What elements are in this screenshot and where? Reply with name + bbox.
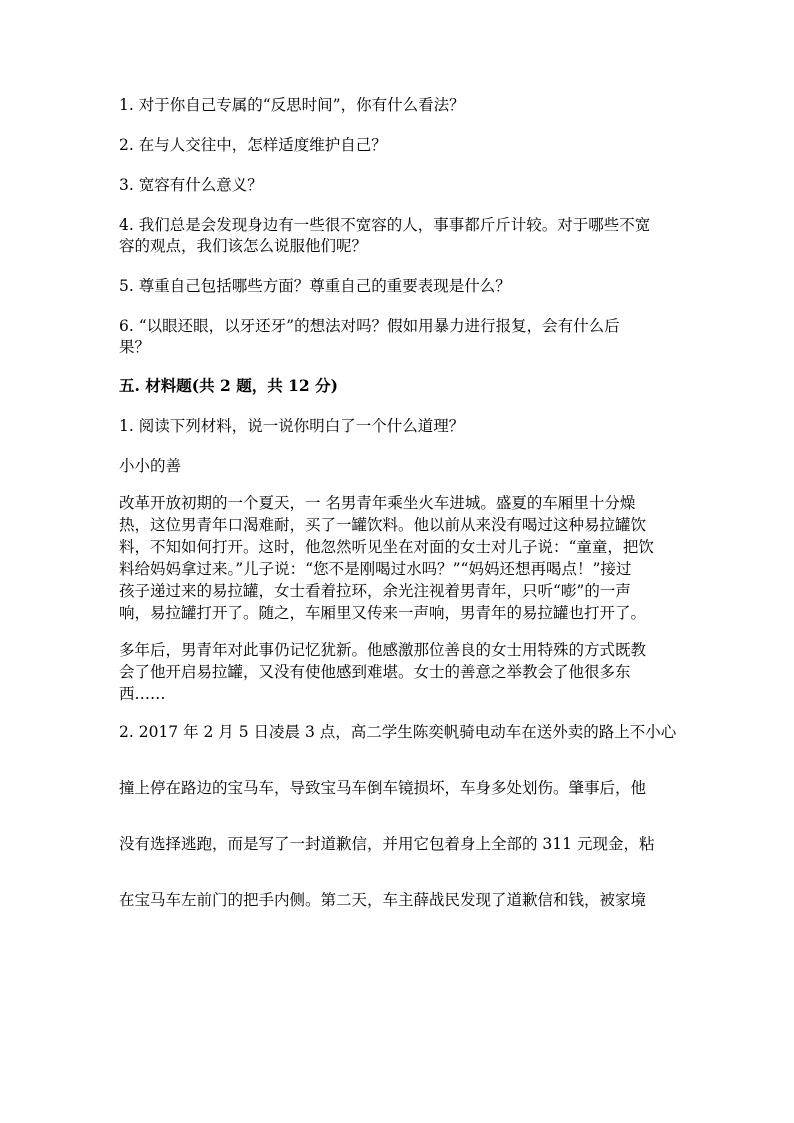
question-3: 3. 宽容有什么意义？ xyxy=(119,176,263,194)
section-heading: 五. 材料题(共 2 题，共 12 分) xyxy=(119,376,338,395)
question-6-line-2: 果？ xyxy=(119,338,151,356)
story-paragraph-2-line: 会了他开启易拉罐，又没有使他感到难堪。女士的善意之举教会了他很多东 xyxy=(119,663,631,681)
question-1: 1. 对于你自己专属的“反思时间”，你有什么看法？ xyxy=(119,96,465,114)
material-2-line: 2. 2017 年 2 月 5 日凌晨 3 点，高二学生陈奕帆骑电动车在送外卖的路上不小心 xyxy=(119,723,677,741)
story-title: 小小的善 xyxy=(119,457,182,475)
material-2-line: 撞上停在路边的宝马车，导致宝马车倒车镜损坏，车身多处划伤。肇事后，他 xyxy=(119,779,647,797)
question-2: 2. 在与人交往中，怎样适度维护自己？ xyxy=(119,136,387,154)
question-4-line-1: 4. 我们总是会发现身边有一些很不宽容的人，事事都斤斤计较。对于哪些不宽 xyxy=(119,216,651,234)
story-paragraph-1-line: 料给妈妈拿过来。”儿子说：“您不是刚喝过水吗？”“妈妈还想再喝点！”接过 xyxy=(119,560,632,578)
story-paragraph-2-line: 西…… xyxy=(119,685,166,703)
material-2-line: 没有选择逃跑，而是写了一封道歉信，并用它包着身上全部的 311 元现金，粘 xyxy=(119,835,655,853)
question-4-line-2: 容的观点，我们该怎么说服他们呢？ xyxy=(119,237,368,255)
story-paragraph-1-line: 孩子递过来的易拉罐，女士看着拉环，余光注视着男青年，只听“嘭”的一声 xyxy=(119,582,631,600)
question-6-line-1: 6. “以眼还眼，以牙还牙”的想法对吗？假如用暴力进行报复，会有什么后 xyxy=(119,317,620,335)
story-paragraph-1-line: 响，易拉罐打开了。随之，车厢里又传来一声响，男青年的易拉罐也打开了。 xyxy=(119,604,647,622)
question-5: 5. 尊重自己包括哪些方面？尊重自己的重要表现是什么？ xyxy=(119,277,511,295)
story-paragraph-1-line: 料，不知如何打开。这时，他忽然听见坐在对面的女士对儿子说：“童童，把饮 xyxy=(119,538,654,556)
material-1-prompt: 1. 阅读下列材料，说一说你明白了一个什么道理？ xyxy=(119,417,465,435)
story-paragraph-1-line: 改革开放初期的一个夏天，一 名男青年乘坐火车进城。盛夏的车厢里十分燥 xyxy=(119,494,636,512)
story-paragraph-2-line: 多年后，男青年对此事仍记忆犹新。他感激那位善良的女士用特殊的方式既教 xyxy=(119,641,647,659)
story-paragraph-1-line: 热，这位男青年口渴难耐，买了一罐饮料。他以前从来没有喝过这种易拉罐饮 xyxy=(119,516,647,534)
material-2-line: 在宝马车左前门的把手内侧。第二天，车主薛战民发现了道歉信和钱，被家境 xyxy=(119,891,647,909)
